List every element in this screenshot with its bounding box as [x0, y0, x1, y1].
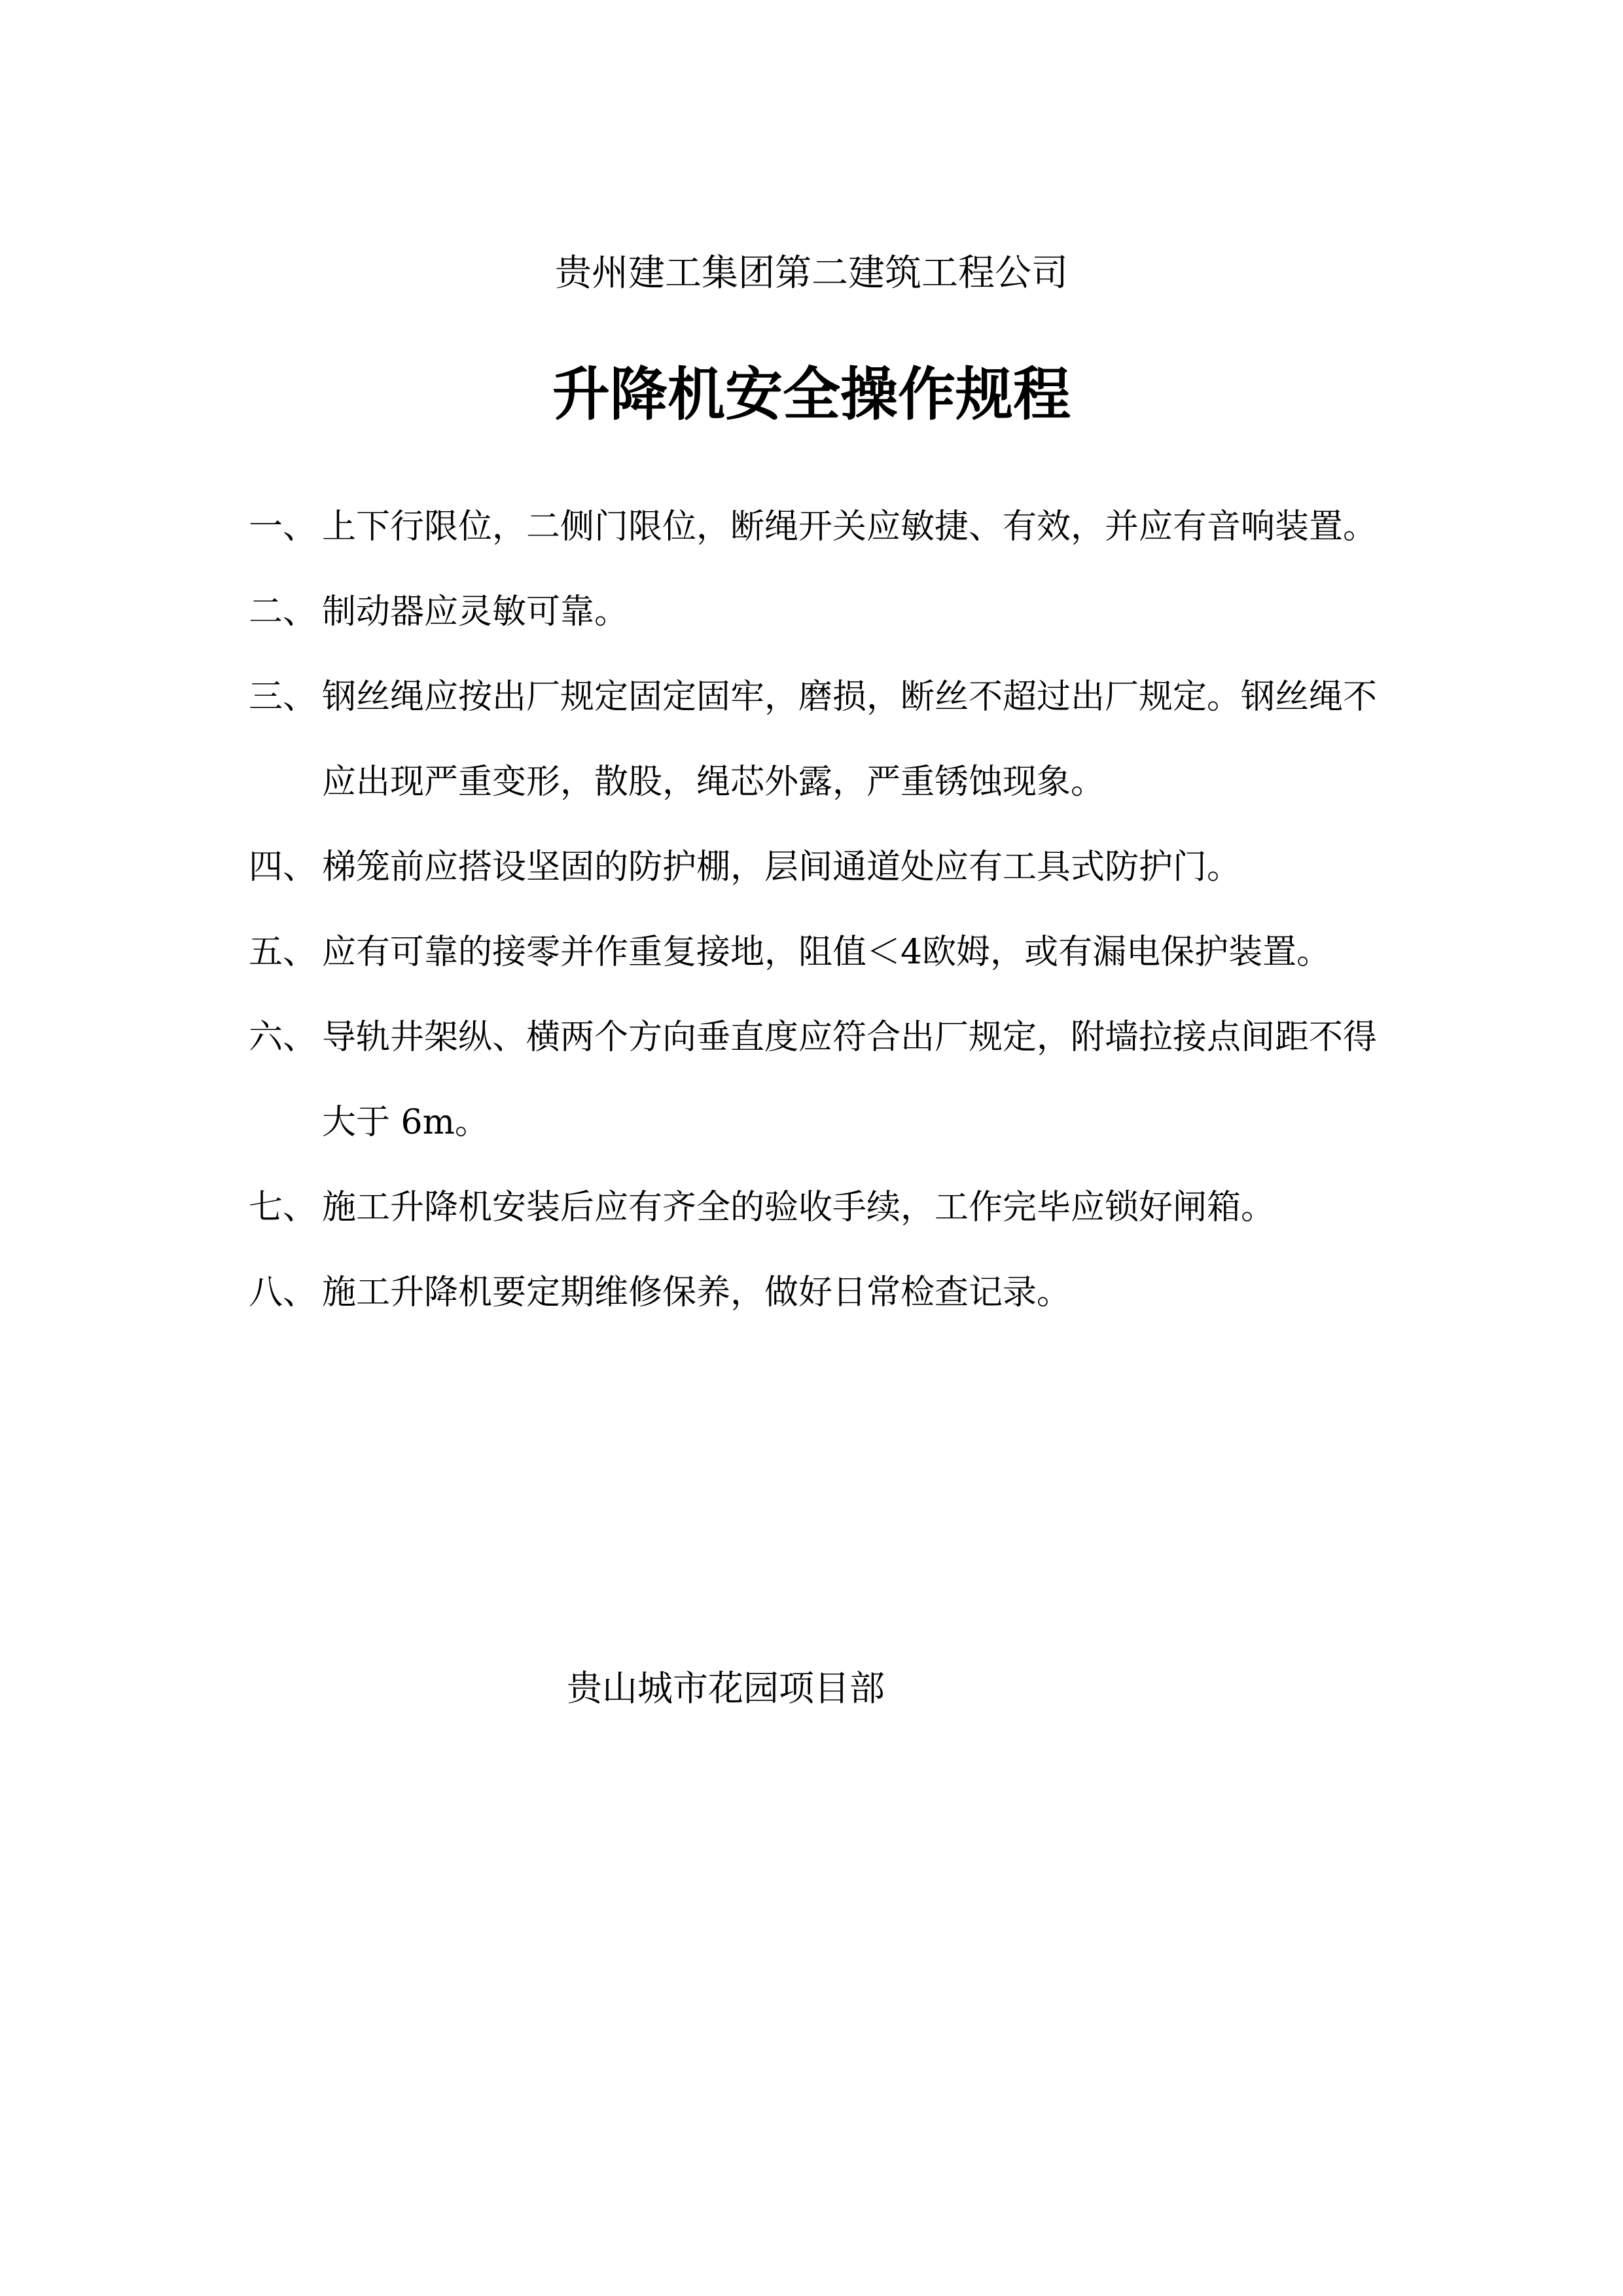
rule-item [249, 655, 1400, 825]
rule-text: 应有可靠的接零并作重复接地，阻值＜4欧姆，或有漏电保护装置。 [322, 933, 1331, 972]
rule-text: 梯笼前应搭设坚固的防护棚，层间通道处应有工具式防护门。 [322, 848, 1241, 887]
rule-text: 制动器应灵敏可靠。 [322, 592, 629, 632]
project-department: 贵山城市花园项目部 [567, 1668, 885, 1709]
rule-number: 四、 [249, 848, 317, 887]
rule-text: 钢丝绳应按出厂规定固定固牢，磨损，断丝不超过出厂规定。钢丝绳不应出现严重变形，散股，绳芯外露，严重锈蚀现象。 [322, 677, 1378, 802]
company-name: 贵州建工集团第二建筑工程公司 [555, 252, 1068, 295]
rule-number: 三、 [249, 677, 317, 717]
rule-text: 上下行限位，二侧门限位，断绳开关应敏捷、有效，并应有音响装置。 [322, 507, 1378, 547]
page-title: 升降机安全操作规程 [552, 361, 1071, 428]
rule-text: 施工升降机要定期维修保养，做好日常检查记录。 [322, 1273, 1071, 1312]
rule-item [249, 825, 1400, 910]
rule-text: 施工升降机安装后应有齐全的验收手续，工作完毕应锁好闸箱。 [322, 1188, 1275, 1227]
rule-item [249, 1165, 1400, 1250]
rule-text: 导轨井架纵、横两个方向垂直度应符合出厂规定，附墙拉接点间距不得大于 6m。 [322, 1018, 1378, 1142]
rule-number: 八、 [249, 1273, 317, 1312]
rule-item [249, 1250, 1400, 1335]
rule-item [249, 484, 1400, 569]
rule-item [249, 569, 1400, 655]
rule-number: 六、 [249, 1018, 317, 1057]
rules-list [249, 484, 1400, 1335]
rule-number: 七、 [249, 1188, 317, 1227]
rule-item [249, 910, 1400, 995]
rule-number: 五、 [249, 933, 317, 972]
rule-number: 一、 [249, 507, 317, 547]
rule-item [249, 995, 1400, 1165]
rule-number: 二、 [249, 592, 317, 632]
